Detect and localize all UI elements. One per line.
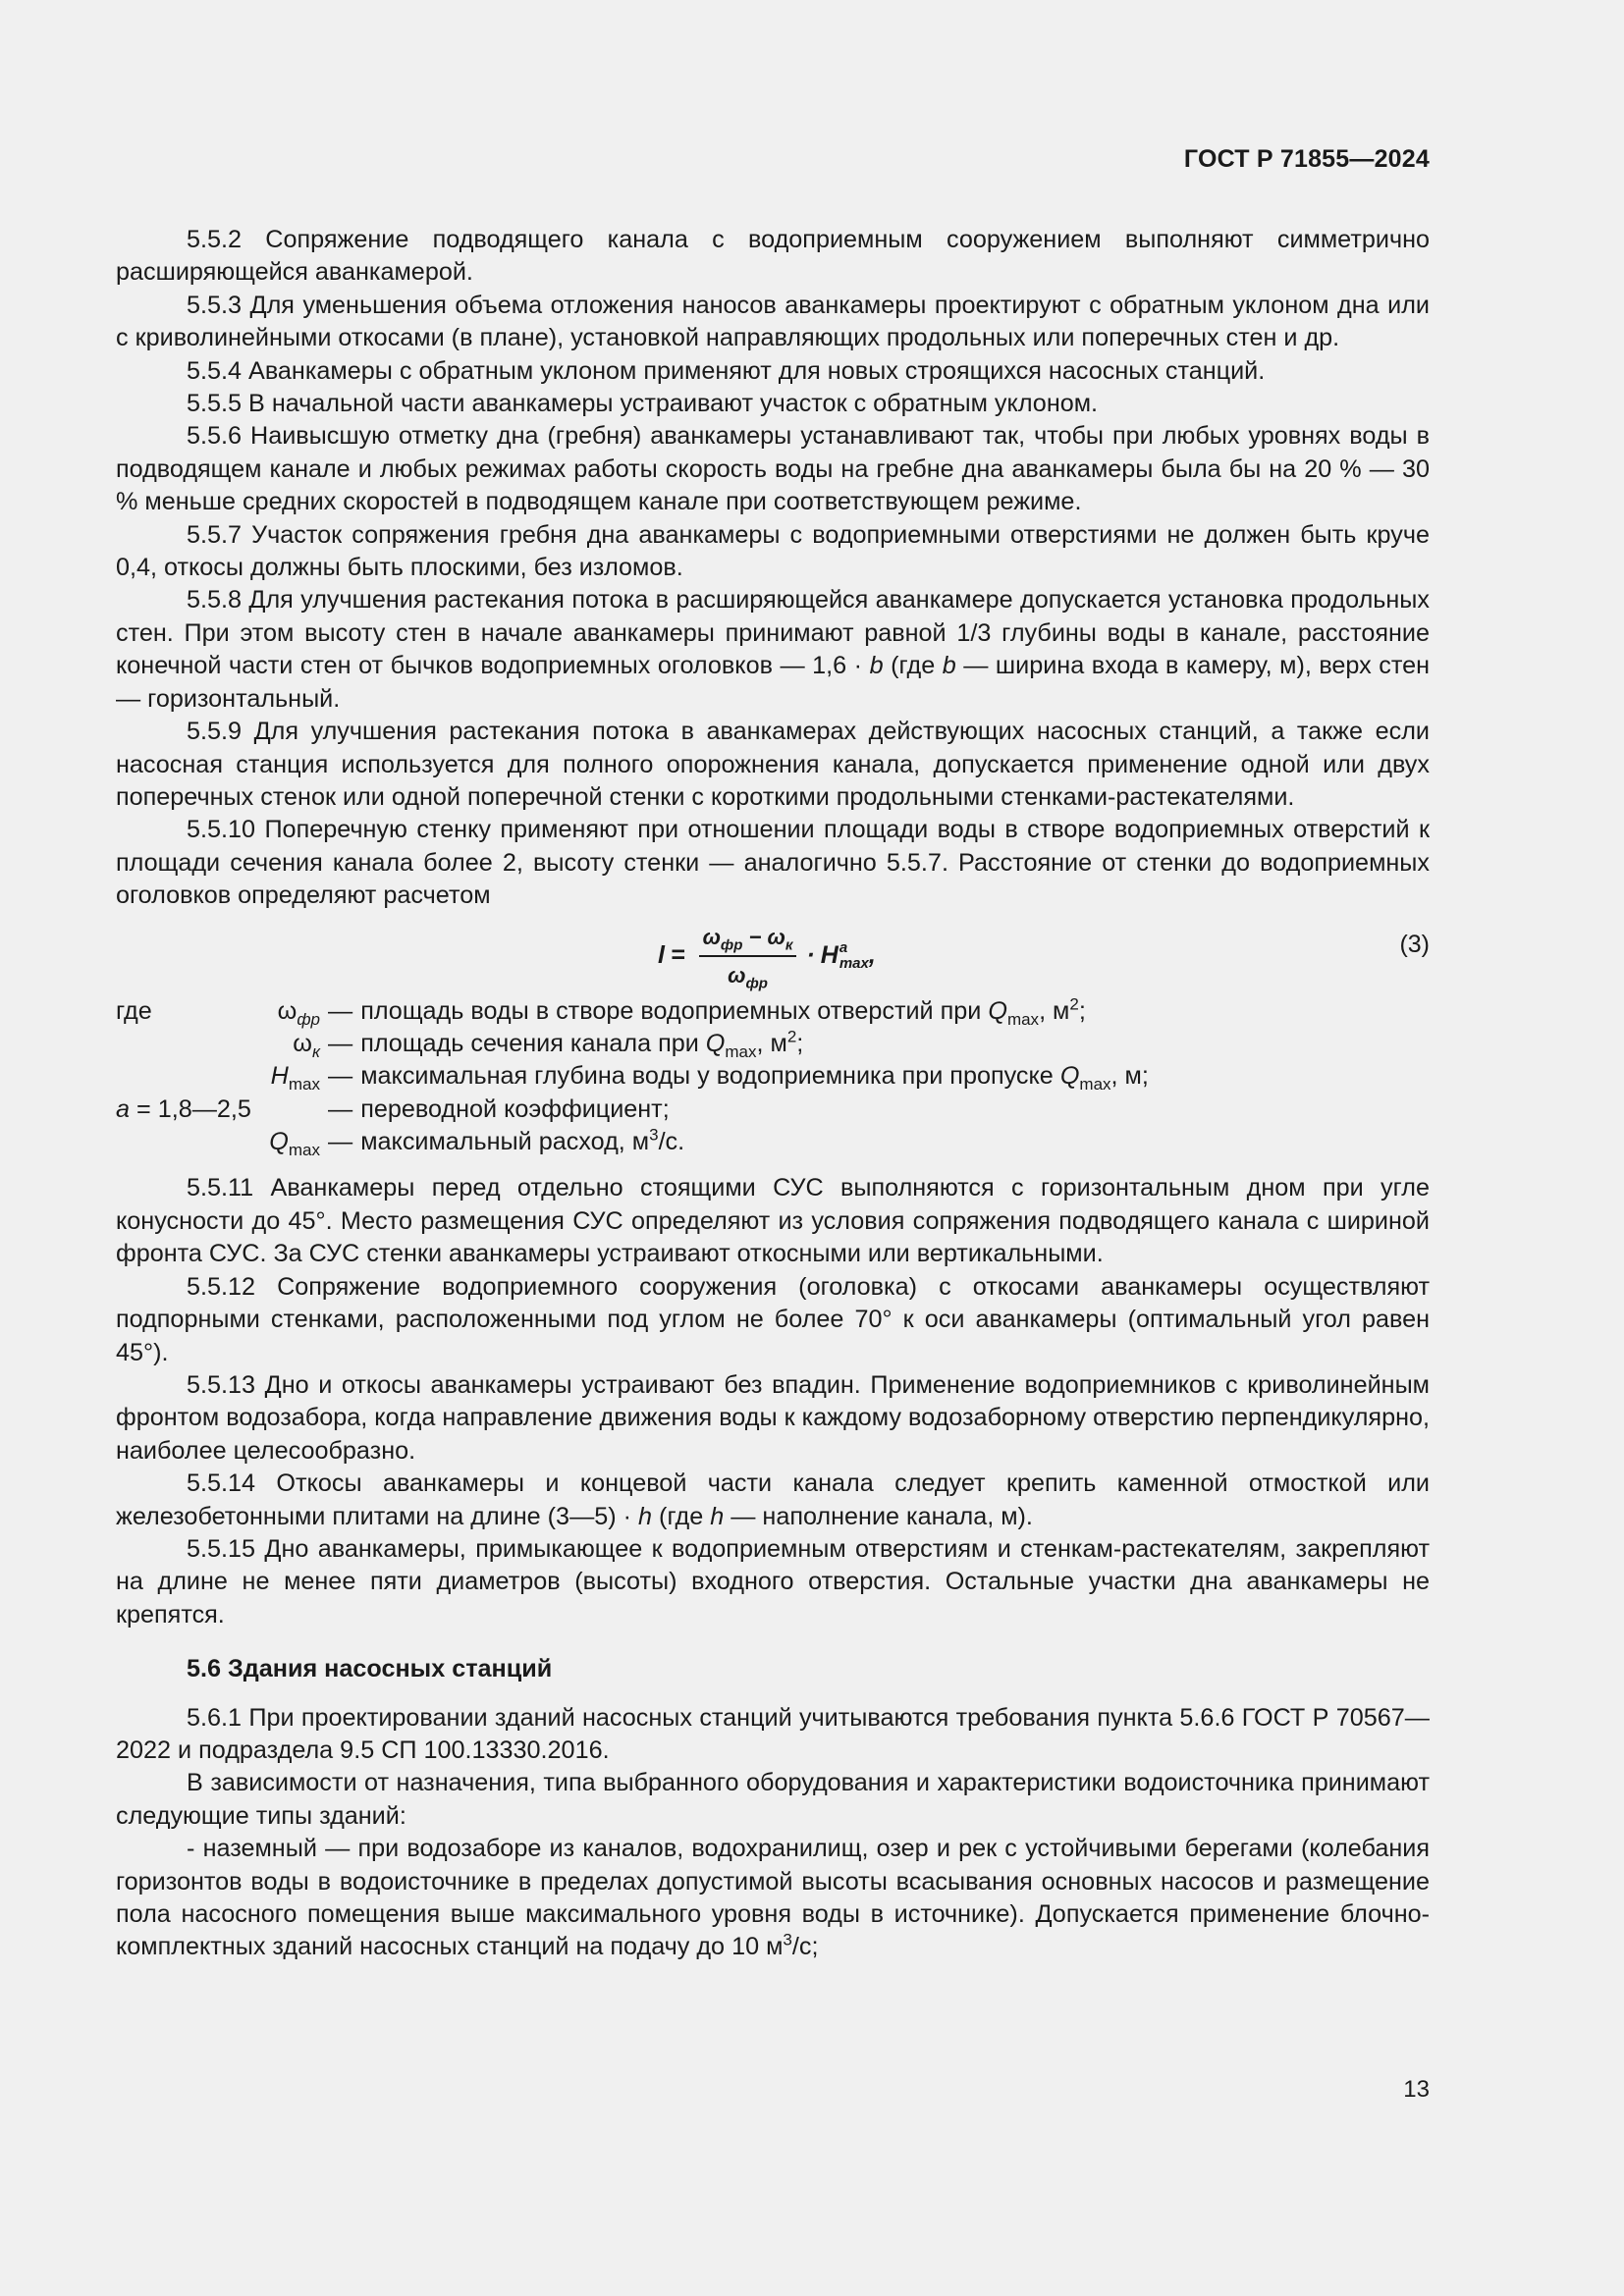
- paragraph-5-6-1: 5.6.1 При проектировании зданий насосных станций учитываются требования пункта 5.6.6 ГОСТ Р 70567—2022 и подраздела 9.5 СП 100.13330.2016.: [116, 1703, 1430, 1764]
- paragraph-5-5-12: 5.5.12 Сопряжение водоприемного сооружения (оголовка) с откосами аванкамеры осуществляют подпорными стенками, расположенными под углом не более 70° к оси аванкамеры (оптимальный угол равен 45°).: [116, 1272, 1430, 1366]
- paragraph-surface-building: - наземный — при водозаборе из каналов, водохранилищ, озер и рек с устойчивыми берегами (колебания горизонтов воды в водоисточнике в пределах допустимой высоты всасывания основных насосов и размещение пола насосного помещения выше максимального уровня воды в источнике). Допускается применение блочно-комплектных зданий насосных станций на подачу до 10 $м^3/с$;: [116, 1835, 1430, 1961]
- paragraph-5-5-9: 5.5.9 Для улучшения растекания потока в аванкамерах действующих насосных станций, а также если насосная станция используется для полного опорожнения канала, допускается применение одной или двух поперечных стенок или одной поперечной стенки с короткими продольными стенками-растекателями.: [116, 718, 1430, 811]
- paragraph-5-5-14: 5.5.14 Откосы аванкамеры и концевой части канала следует крепить каменной отмосткой или железобетонными плитами на длине (3—5) · h (где h — наполнение канала, м).: [116, 1469, 1430, 1530]
- document-body: [116, 224, 1430, 1964]
- paragraph-5-5-4: 5.5.4 Аванкамеры с обратным уклоном применяют для новых строящихся насосных станций.: [187, 356, 1266, 385]
- definition-omega-fr: где $\omega_{фр}$ — площадь воды в створе водоприемных отверстий при $Q_{max}$, $м^2$;: [116, 994, 1086, 1029]
- page-number: 13: [1403, 2076, 1430, 2103]
- paragraph-5-5-5: 5.5.5 В начальной части аванкамеры устраивают участок с обратным уклоном.: [187, 390, 1099, 418]
- paragraph-5-5-11: 5.5.11 Аванкамеры перед отдельно стоящими СУС выполняются с горизонтальным дном при угле конусности до 45°. Место размещения СУС определяют из условия сопряжения подводящего канала с шириной фронта СУС. За СУС стенки аванкамеры устраивают откосными или вертикальными.: [116, 1174, 1430, 1268]
- formula-fraction: $\frac{\omega_{фр} - \omega_к}{\omega_{фр}}$: [699, 921, 797, 992]
- paragraph-5-5-3: 5.5.3 Для уменьшения объема отложения наносов аванкамеры проектируют с обратным уклоном дна или с криволинейными откосами (в плане), установкой направляющих продольных или поперечных стен и др.: [116, 291, 1430, 352]
- definition-omega-k: $\omega_к$ — площадь сечения канала при $Q_{max}$, $м^2$;: [293, 1027, 804, 1061]
- paragraph-5-5-2: 5.5.2 Сопряжение подводящего канала с водоприемным сооружением выполняют симметрично расширяющейся аванкамерой.: [116, 226, 1430, 287]
- paragraph-5-5-8: 5.5.8 Для улучшения растекания потока в расширяющейся аванкамере допускается установка продольных стен. При этом высоту стен в начале аванкамеры принимают равной 1/3 глубины воды в канале, расстояние конечной части стен от бычков водоприемных оголовков — 1,6 · b (где b — ширина входа в камеру, м), верх стен — горизонтальный.: [116, 586, 1431, 713]
- paragraph-building-types-intro: В зависимости от назначения, типа выбранного оборудования и характеристики водоисточника принимают следующие типы зданий:: [116, 1769, 1430, 1830]
- paragraph-5-5-6: 5.5.6 Наивысшую отметку дна (гребня) аванкамеры устанавливают так, чтобы при любых уровнях воды в подводящем канале и любых режимах работы скорость воды на гребне дна аванкамеры была бы на 20 % — 30 % меньше средних скоростей в подводящем канале при соответствующем режиме.: [116, 422, 1430, 516]
- definition-a: a = 1,8—2,5 — переводной коэффициент;: [116, 1095, 670, 1123]
- formula-expression: l = $\frac{\omega_{фр} - \omega_к}{\omega_{фр}}$ · H a max ,: [658, 921, 876, 992]
- paragraph-5-5-7: 5.5.7 Участок сопряжения гребня дна аванкамеры с водоприемными отверстиями не должен быть круче 0,4, откосы должны быть плоскими, без изломов.: [116, 520, 1430, 582]
- paragraph-5-5-13: 5.5.13 Дно и откосы аванкамеры устраивают без впадин. Применение водоприемников с криволинейным фронтом водозабора, когда направление движения воды к каждому водозаборному отверстию перпендикулярно, наиболее целесообразно.: [116, 1370, 1430, 1465]
- formula-3: [116, 913, 1430, 995]
- definition-h-max: $H_{max}$ — максимальная глубина воды у водоприемника при пропуске $Q_{max}$, м;: [270, 1062, 1149, 1095]
- section-title-5-6: 5.6 Здания насосных станций: [187, 1655, 553, 1683]
- paragraph-5-5-15: 5.5.15 Дно аванкамеры, примыкающее к водоприемным отверстиям и стенкам-растекателям, закрепляют на длине не менее пяти диаметров (высоты) входного отверстия. Остальные участки дна аванкамеры не крепятся.: [116, 1534, 1430, 1629]
- formula-definitions: [116, 995, 1430, 1159]
- document-header: ГОСТ Р 71855—2024: [1183, 145, 1430, 173]
- paragraph-5-5-10: 5.5.10 Поперечную стенку применяют при отношении площади воды в створе водоприемных отверстий к площади сечения канала более 2, высоту стенки — аналогично 5.5.7. Расстояние от стенки до водоприемных оголовков определяют расчетом: [116, 816, 1430, 910]
- definition-q-max: $Q_{max}$ — максимальный расход, $м^3/с$.: [269, 1125, 685, 1160]
- formula-number: (3): [1399, 930, 1430, 958]
